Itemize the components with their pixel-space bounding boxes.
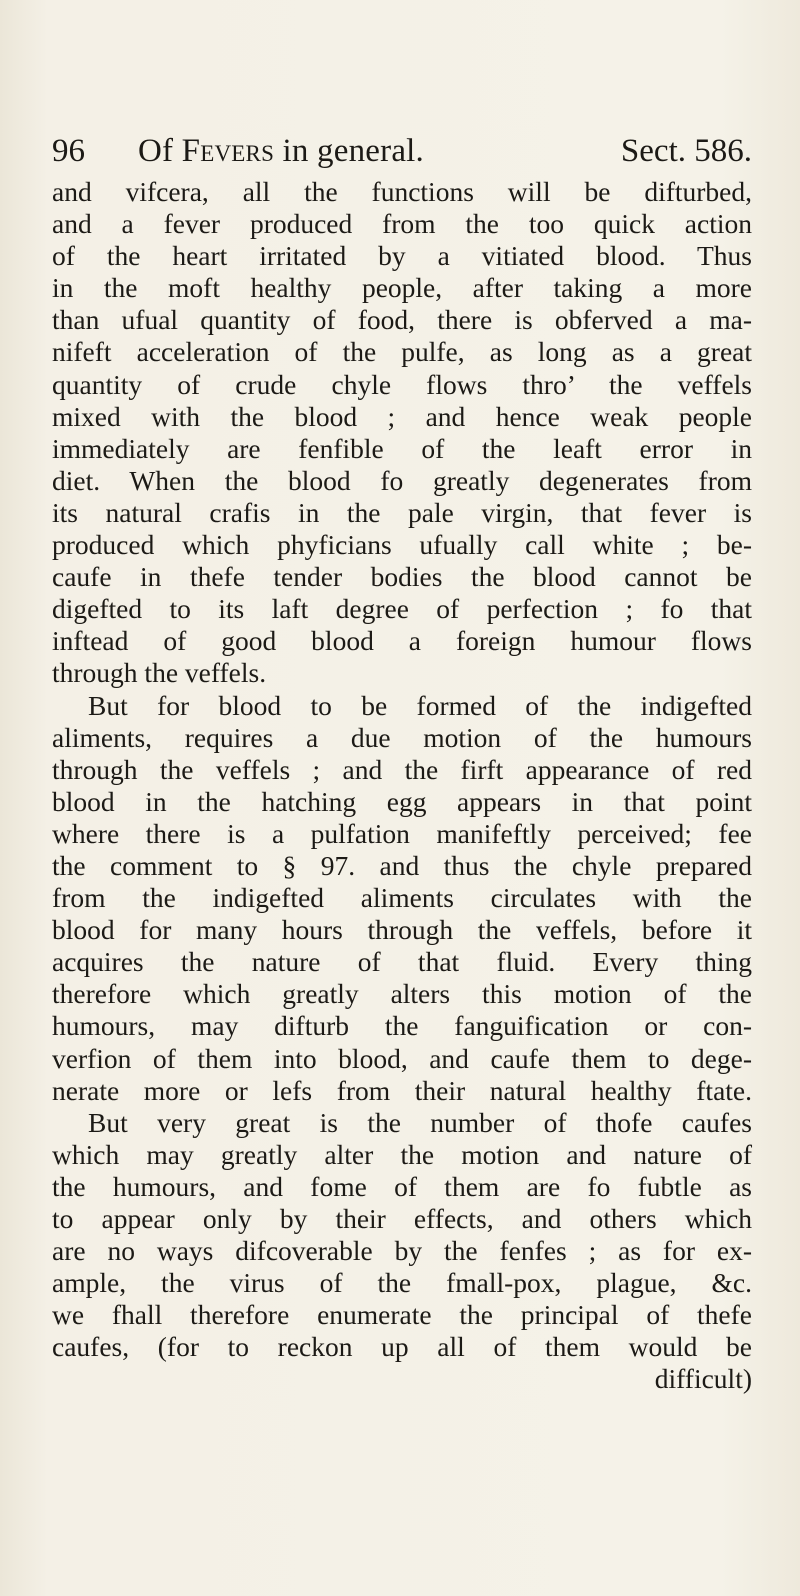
text-line: But very great is the number of thofe caufes xyxy=(88,1106,752,1138)
text-line: are no ways difcoverable by the fenfes ; as for ex- xyxy=(52,1235,752,1267)
text-line: through the veffels ; and the firft appearance of red xyxy=(52,753,752,785)
text-line: immediately are fenfible of the leaft error in xyxy=(52,432,752,464)
text-line: ample, the virus of the fmall-pox, plague, &c. xyxy=(52,1267,752,1299)
text-line: we fhall therefore enumerate the principal of thefe xyxy=(52,1299,752,1331)
text-line: therefore which greatly alters this motion of the xyxy=(52,978,752,1010)
text-line: mixed with the blood ; and hence weak people xyxy=(52,400,752,432)
text-line: the comment to § 97. and thus the chyle prepared xyxy=(52,849,752,881)
text-line: quantity of crude chyle flows thro’ the veffels xyxy=(52,368,752,400)
running-title: Of Fevers in general. xyxy=(138,133,424,169)
body-text xyxy=(52,176,752,1396)
text-line: in the moft healthy people, after taking a more xyxy=(52,272,752,304)
text-line: diet. When the blood fo greatly degenerates from xyxy=(52,464,752,496)
text-line: verfion of them into blood, and caufe them to dege- xyxy=(52,1042,752,1074)
section-reference: Sect. 586. xyxy=(620,133,752,169)
text-line: produced which phyficians ufually call white ; be- xyxy=(52,529,752,561)
text-line: caufe in thefe tender bodies the blood cannot be xyxy=(52,561,752,593)
text-line: blood for many hours through the veffels, before it xyxy=(52,914,752,946)
text-line: through the veffels. xyxy=(52,657,267,689)
text-line: its natural crafis in the pale virgin, that fever is xyxy=(52,496,752,528)
text-line: acquires the nature of that fluid. Every thing xyxy=(52,946,752,978)
text-line: digefted to its laft degree of perfection ; fo that xyxy=(52,593,752,625)
text-line: which may greatly alter the motion and nature of xyxy=(52,1138,752,1170)
running-title-smallcaps: Fevers xyxy=(181,133,275,169)
text-line: where there is a pulfation manifeftly perceived; fee xyxy=(52,817,752,849)
text-line: But for blood to be formed of the indigefted xyxy=(88,689,752,721)
text-line: inftead of good blood a foreign humour flows xyxy=(52,625,752,657)
text-line: difficult) xyxy=(654,1363,752,1395)
text-line: blood in the hatching egg appears in that point xyxy=(52,785,752,817)
text-line: of the heart irritated by a vitiated blood. Thus xyxy=(52,240,752,272)
text-line: and vifcera, all the functions will be difturbed, xyxy=(52,176,752,207)
text-line: nifeft acceleration of the pulfe, as long as a great xyxy=(52,336,752,368)
text-line: to appear only by their effects, and others which xyxy=(52,1203,752,1234)
text-line: than ufual quantity of food, there is obferved a ma- xyxy=(52,304,752,336)
text-line: nerate more or lefs from their natural healthy ftate. xyxy=(52,1074,752,1106)
text-line: and a fever produced from the too quick action xyxy=(52,208,752,240)
page-number: 96 xyxy=(52,133,85,169)
text-line: aliments, requires a due motion of the humours xyxy=(52,721,752,753)
text-line: the humours, and fome of them are fo fubtle as xyxy=(52,1170,752,1202)
text-line: humours, may difturb the fanguification or con- xyxy=(52,1010,752,1042)
text-line: caufes, (for to reckon up all of them would be xyxy=(52,1331,752,1363)
running-header xyxy=(52,128,752,174)
text-line: from the indigefted aliments circulates with the xyxy=(52,882,752,914)
